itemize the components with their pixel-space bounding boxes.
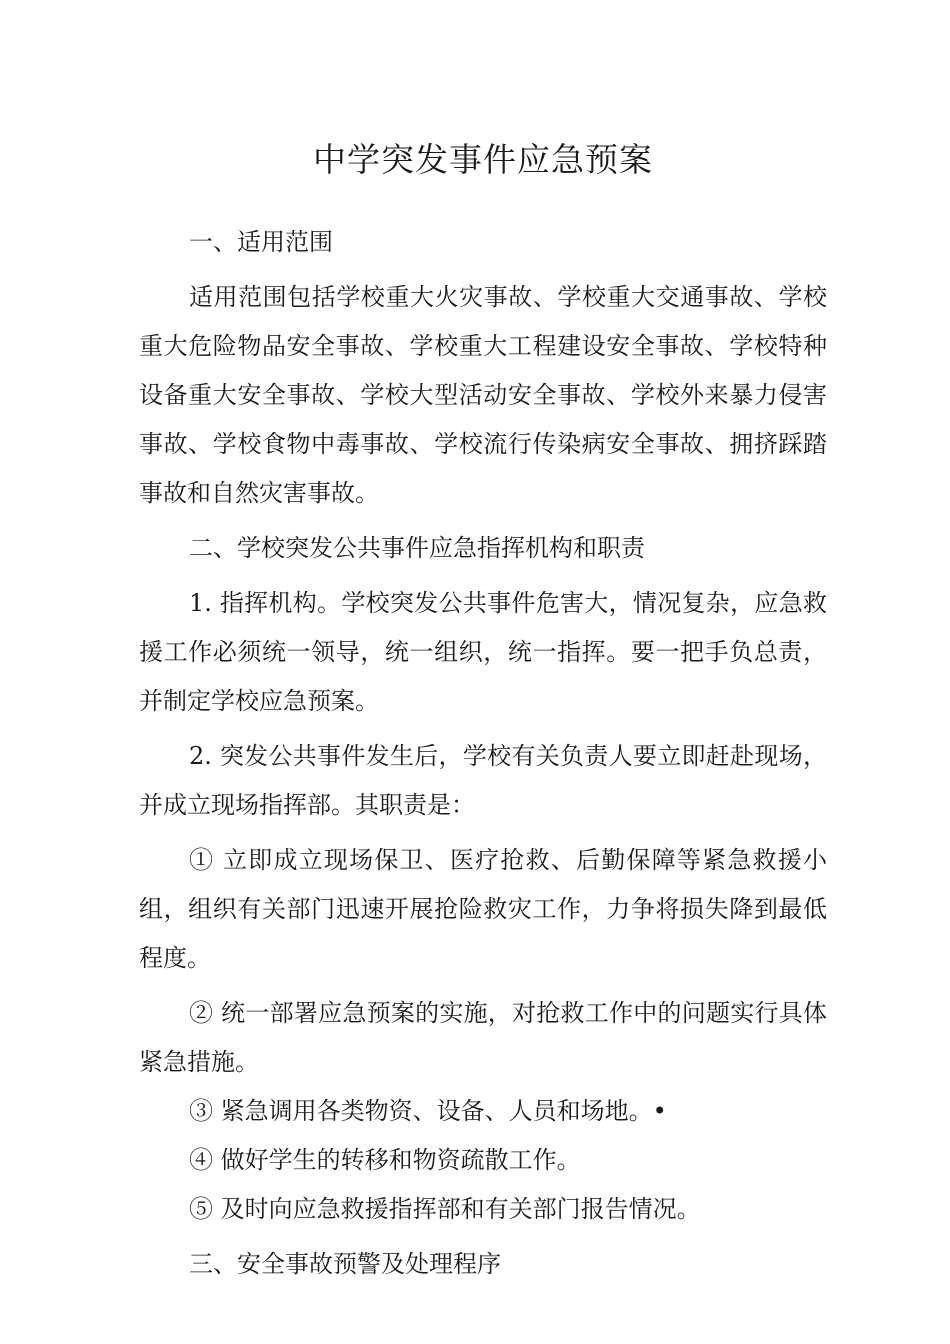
list-item-4: ④ 做好学生的转移和物资疏散工作。 xyxy=(189,1146,581,1174)
list-item-1: ① 立即成立现场保卫、医疗抢救、后勤保障等紧急救援小组，组织有关部门迅速开展抢险救灾工作，力争将损失降到最低程度。 xyxy=(139,846,827,972)
paragraph-scope: 适用范围包括学校重大火灾事故、学校重大交通事故、学校重大危险物品安全事故、学校重大工程建设安全事故、学校特种设备重大安全事故、学校大型活动安全事故、学校外来暴力侵害事故、学校食物中毒事故、学校流行传染病安全事故、拥挤踩踏事故和自然灾害事故。 xyxy=(139,283,827,507)
section-heading-command: 二、学校突发公共事件应急指挥机构和职责 xyxy=(189,534,645,562)
list-item-2: ② 统一部署应急预案的实施，对抢救工作中的问题实行具体紧急措施。 xyxy=(139,999,827,1076)
section-heading-scope: 一、适用范围 xyxy=(189,228,333,256)
list-item-5: ⑤ 及时向应急救援指挥部和有关部门报告情况。 xyxy=(189,1195,701,1223)
list-item-3: ③ 紧急调用各类物资、设备、人员和场地。• xyxy=(189,1097,667,1125)
paragraph-command-2: 2. 突发公共事件发生后，学校有关负责人要立即赶赴现场，并成立现场指挥部。其职责是： xyxy=(139,742,827,819)
paragraph-command-1: 1. 指挥机构。学校突发公共事件危害大，情况复杂，应急救援工作必须统一领导，统一组织，统一指挥。要一把手负总责，并制定学校应急预案。 xyxy=(139,589,827,715)
section-heading-warning: 三、安全事故预警及处理程序 xyxy=(189,1250,501,1278)
document-title: 中学突发事件应急预案 xyxy=(313,140,653,179)
document-body xyxy=(139,218,827,1289)
